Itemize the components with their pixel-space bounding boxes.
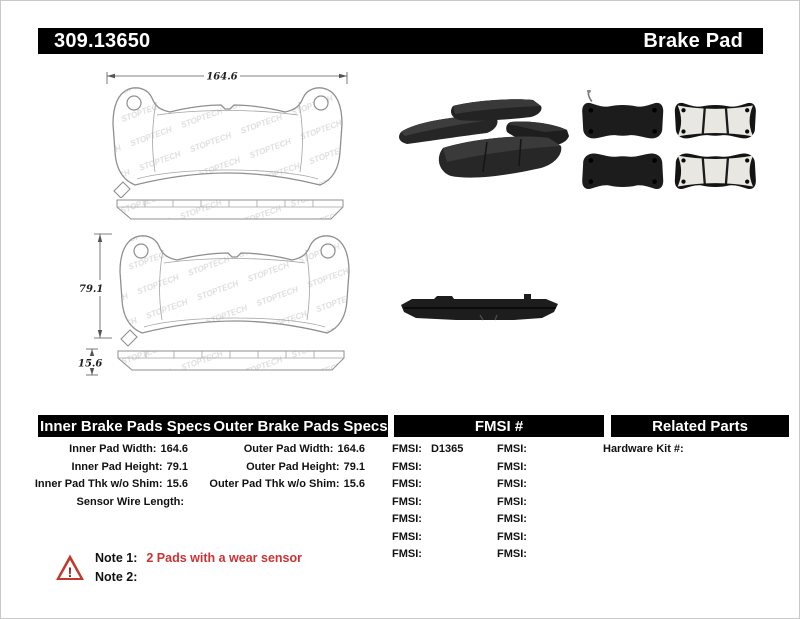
outer-specs-header: Outer Brake Pads Specs [213,417,388,435]
fmsi-label: FMSI: [392,495,422,508]
related-parts-header: Related Parts [652,417,748,435]
spec-row [205,441,365,459]
fmsi-label: FMSI: [392,443,422,455]
fmsi-row [497,476,597,494]
inner-specs-column [30,441,188,511]
fmsi-value: D1365 [430,443,464,455]
fmsi-label: FMSI: [392,460,422,473]
related-parts-column [603,441,783,459]
fmsi-row [497,494,597,512]
spec-label: Outer Pad Height: [246,460,340,473]
title-bar [38,28,763,54]
thickness-dimension [78,349,102,375]
spec-value: 79.1 [166,460,188,473]
svg-text:!: ! [67,564,73,580]
spec-row [30,476,188,494]
fmsi-header: FMSI # [474,417,524,435]
spec-label: Inner Pad Thk w/o Shim: [34,478,163,490]
fmsi-row [497,546,597,564]
fmsi-row [392,511,492,529]
spec-label: Outer Pad Width: [243,443,334,455]
spec-value: 164.6 [337,443,365,455]
related-row [603,441,783,459]
fmsi-label: FMSI: [392,548,422,560]
fmsi-row [497,459,597,477]
fmsi-label: FMSI: [392,478,422,490]
fmsi-row [392,476,492,494]
fmsi-label: FMSI: [497,530,527,543]
fmsi-label: FMSI: [497,513,527,525]
fmsi-row [497,511,597,529]
pads-grid-photo [575,90,765,200]
pad-side-strip-top [112,196,349,224]
spec-row [30,494,188,512]
fmsi-label: FMSI: [497,548,527,560]
fmsi-column-2 [497,441,597,564]
related-parts-header-bar [611,415,789,437]
inner-specs-header: Inner Brake Pads Specs [40,417,211,435]
fmsi-label: FMSI: [392,513,422,525]
spec-label: Inner Pad Width: [69,443,157,455]
product-type: Brake Pad [643,29,743,52]
note-1-label: Note 1: [95,551,138,565]
outer-specs-column [205,441,365,494]
spec-value: 79.1 [343,460,365,473]
part-number: 309.13650 [54,29,151,52]
spec-label: Sensor Wire Length: [76,495,184,508]
pad-front-drawing-width [100,70,355,198]
related-label: Hardware Kit #: [603,443,684,455]
pad-height-dim-label: 79.1 [79,284,104,295]
note-2 [95,570,146,584]
fmsi-row [392,546,492,564]
fmsi-row [392,529,492,547]
spec-row [205,459,365,477]
fmsi-row [497,441,597,459]
spec-label: Inner Pad Height: [71,460,163,473]
pad-thickness-dim-label: 15.6 [78,358,103,370]
spec-row [30,459,188,477]
spec-value: 15.6 [166,478,188,490]
fmsi-label: FMSI: [497,443,527,455]
note-2-label: Note 2: [95,570,138,584]
height-dimension [79,234,112,338]
fmsi-label: FMSI: [497,495,527,508]
pad-side-photo [396,288,568,334]
pad-width-dim-label: 164.6 [206,71,238,83]
warning-icon [55,553,85,582]
pads-perspective-photo [395,92,575,188]
fmsi-row [392,441,492,459]
fmsi-label: FMSI: [497,478,527,490]
fmsi-row [392,494,492,512]
fmsi-label: FMSI: [497,460,527,473]
pad-front-drawing-height [78,222,355,354]
spec-row [205,476,365,494]
fmsi-header-bar [394,415,604,437]
spec-label: Outer Pad Thk w/o Shim: [209,478,340,490]
fmsi-label: FMSI: [392,530,422,543]
pads-specs-header-bar [38,415,388,437]
spec-row [30,441,188,459]
note-1 [95,551,302,565]
pad-side-strip-bottom [78,344,349,380]
note-1-value: 2 Pads with a wear sensor [146,551,302,565]
fmsi-column-1 [392,441,492,564]
spec-value: 164.6 [160,443,188,455]
fmsi-row [497,529,597,547]
fmsi-row [392,459,492,477]
spec-value: 15.6 [343,478,365,490]
width-dimension [107,72,347,85]
